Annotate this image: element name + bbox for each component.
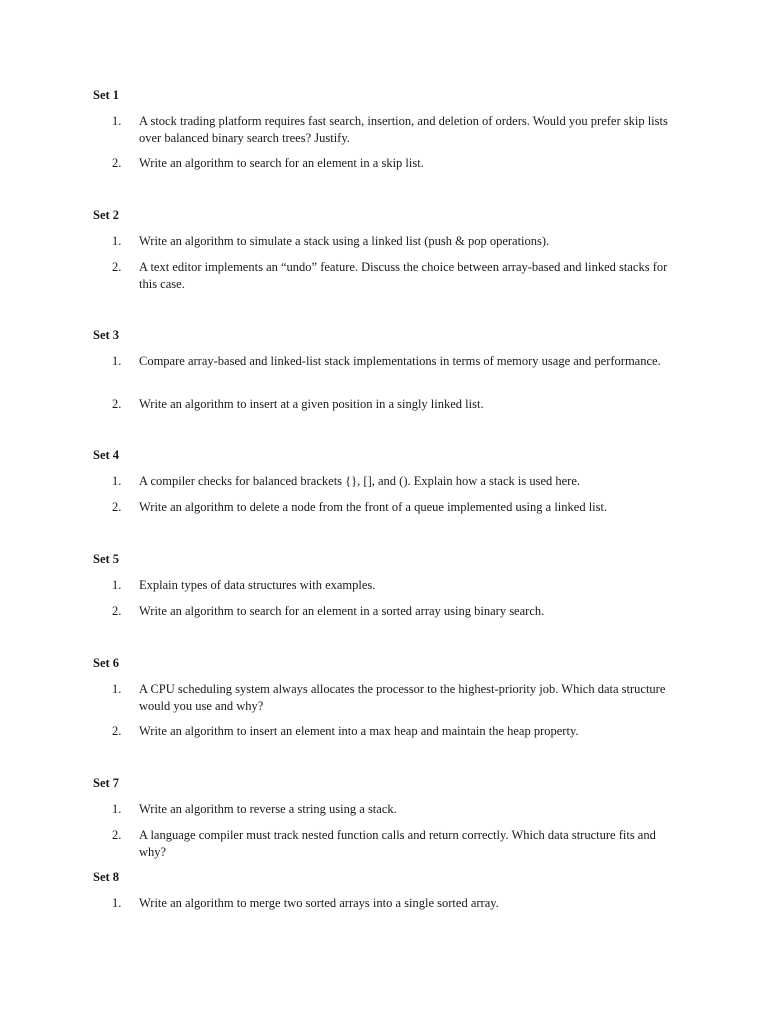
set-heading: Set 2 (93, 208, 120, 222)
question-number: 2. (112, 828, 122, 842)
question-text: Write an algorithm to delete a node from the front of a queue implemented using a linked list. (139, 500, 608, 514)
question-text: Write an algorithm to search for an element in a skip list. (139, 156, 424, 170)
question-item (112, 499, 672, 516)
question-text: A stock trading platform requires fast search, insertion, and deletion of orders. Would you prefer skip lists over balanced binary search trees? Justify. (139, 114, 668, 145)
question-item (112, 723, 672, 740)
set-heading: Set 1 (93, 88, 120, 102)
question-text: Write an algorithm to reverse a string using a stack. (139, 802, 397, 816)
question-number: 2. (112, 156, 122, 170)
question-item (112, 155, 672, 172)
set-heading: Set 6 (93, 656, 120, 670)
question-text: Write an algorithm to search for an element in a sorted array using binary search. (139, 604, 545, 618)
question-number: 2. (112, 604, 122, 618)
question-number: 1. (112, 578, 122, 592)
question-number: 1. (112, 114, 122, 128)
question-item (112, 827, 672, 860)
question-item (112, 233, 672, 250)
question-text: A CPU scheduling system always allocates the processor to the highest-priority job. Which data structure would you use and why? (139, 682, 666, 713)
question-item (112, 681, 672, 714)
question-number: 2. (112, 397, 122, 411)
question-text: Write an algorithm to merge two sorted arrays into a single sorted array. (139, 896, 499, 910)
question-item (112, 577, 672, 594)
question-text: Compare array-based and linked-list stack implementations in terms of memory usage and performance. (139, 354, 661, 368)
question-item (112, 353, 672, 370)
question-text: A compiler checks for balanced brackets {}, [], and (). Explain how a stack is used here. (139, 474, 581, 488)
question-item (112, 603, 672, 620)
question-text: Explain types of data structures with examples. (139, 578, 376, 592)
question-text: Write an algorithm to insert an element into a max heap and maintain the heap property. (139, 724, 579, 738)
question-text: Write an algorithm to simulate a stack using a linked list (push & pop operations). (139, 234, 550, 248)
question-number: 1. (112, 802, 122, 816)
set-heading: Set 3 (93, 328, 120, 342)
question-item (112, 113, 672, 146)
set-heading: Set 5 (93, 552, 120, 566)
question-number: 1. (112, 354, 122, 368)
question-number: 1. (112, 896, 122, 910)
question-number: 2. (112, 260, 122, 274)
question-text: Write an algorithm to insert at a given position in a singly linked list. (139, 397, 484, 411)
question-text: A language compiler must track nested function calls and return correctly. Which data structure fits and why? (139, 828, 656, 859)
question-item (112, 396, 672, 413)
question-number: 2. (112, 500, 122, 514)
question-text: A text editor implements an “undo” feature. Discuss the choice between array-based and linked stacks for this case. (139, 260, 668, 291)
question-number: 1. (112, 474, 122, 488)
question-number: 2. (112, 724, 122, 738)
question-item (112, 801, 672, 818)
question-item (112, 473, 672, 490)
question-item (112, 259, 672, 292)
set-heading: Set 7 (93, 776, 120, 790)
question-number: 1. (112, 682, 122, 696)
question-item (112, 895, 672, 912)
question-number: 1. (112, 234, 122, 248)
set-heading: Set 4 (93, 448, 120, 462)
set-heading: Set 8 (93, 870, 120, 884)
